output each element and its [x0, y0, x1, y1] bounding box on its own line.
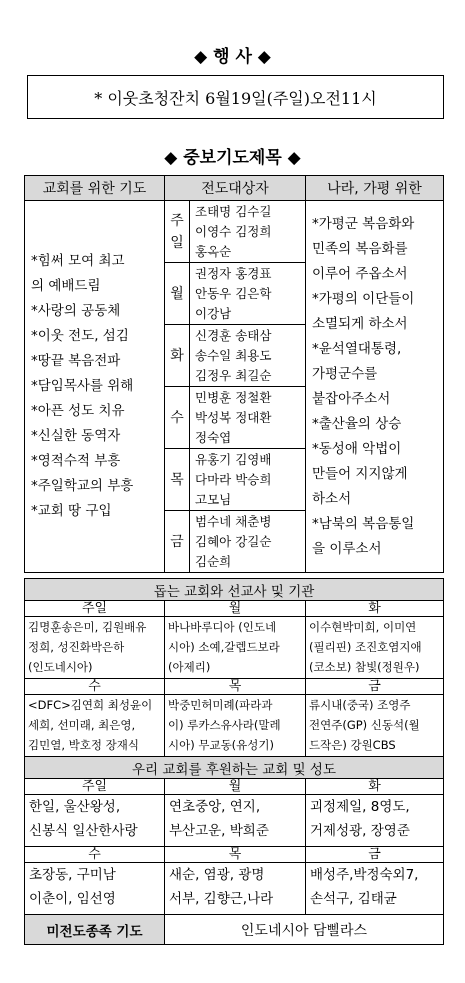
day-label: 수 — [25, 679, 165, 695]
day-label: 주일 — [25, 601, 165, 617]
day-label: 목 — [165, 679, 306, 695]
day-label: 화 — [306, 779, 444, 795]
target-names: 유홍기 김영배 다마라 박승희 고모님 — [190, 449, 306, 511]
mission-cell: <DFC>김연희 최성윤이 세희, 선미래, 최은영, 김민열, 박호정 장재식 — [25, 695, 165, 757]
event-line: * 이웃초청잔치 6월19일(주일)오전11시 — [94, 88, 377, 108]
target-day: 주 일 — [165, 201, 190, 263]
mission-cell: 박중민허미례(파라과 이) 루카스유사라(말레 시아) 무교동(유성기) — [165, 695, 306, 757]
day-label: 화 — [306, 601, 444, 617]
target-names: 범수네 채춘병 김혜아 강길순 김순희 — [190, 511, 306, 573]
mission-cell: 류시내(중국) 조영주 전연주(GP) 신동석(월 드작은) 강원CBS — [306, 695, 444, 757]
target-day: 금 — [165, 511, 190, 573]
unreached-label: 미전도종족 기도 — [25, 915, 165, 945]
events-title: ◆ 행 사 ◆ — [194, 47, 271, 67]
supporter-cell: 연초중앙, 연지, 부산고운, 박희준 — [165, 795, 306, 847]
day-label: 금 — [306, 679, 444, 695]
header-evangelism: 전도대상자 — [165, 176, 306, 201]
nation-prayer-list: *가평군 복음화와 민족의 복음화를 이루어 주옵소서 *가평의 이단들이 소멸되게 하소서 *윤석열대통령, 가평군수를 붙잡아주소서 *출산율의 상승 *동성애 악법이 만들어 지지않게 하소서 *남북의 복음통일 을 이루소서 — [306, 201, 444, 573]
supporter-cell: 새순, 염광, 광명 서부, 김향근,나라 — [165, 863, 306, 915]
target-day: 목 — [165, 449, 190, 511]
unreached-value: 인도네시아 담삘라스 — [165, 915, 444, 945]
prayer-table — [24, 175, 444, 573]
target-names: 권정자 홍경표 안동우 김은학 이강남 — [190, 263, 306, 325]
supporters-title: 우리 교회를 후원하는 교회 및 성도 — [25, 757, 444, 779]
day-label: 목 — [165, 847, 306, 863]
day-label: 수 — [25, 847, 165, 863]
mission-cell: 이수현박미희, 이미연 (필리핀) 조진호염지애 (코소보) 참빛(정원우) — [306, 617, 444, 679]
support-table — [24, 578, 444, 945]
target-names: 신경훈 송태삼 송수일 최용도 김정우 최길순 — [190, 325, 306, 387]
mission-cell: 김명훈송은미, 김원배유 정희, 성진화박은하 (인도네시아) — [25, 617, 165, 679]
mission-cell: 바나바루디아 (인도네 시아) 소예,갈렙드보라 (아제리) — [165, 617, 306, 679]
prayer-title: ◆ 중보기도제목 ◆ — [164, 148, 301, 168]
target-day: 월 — [165, 263, 190, 325]
header-church: 교회를 위한 기도 — [25, 176, 165, 201]
day-label: 월 — [165, 601, 306, 617]
supporter-cell: 배성주,박정숙외7, 손석구, 김태균 — [306, 863, 444, 915]
target-names: 민병훈 정철환 박성복 정대환 정숙엽 — [190, 387, 306, 449]
target-day: 수 — [165, 387, 190, 449]
header-nation: 나라, 가평 위한 — [306, 176, 444, 201]
day-label: 월 — [165, 779, 306, 795]
supporter-cell: 한일, 울산왕성, 신봉식 일산한사랑 — [25, 795, 165, 847]
day-label: 금 — [306, 847, 444, 863]
missions-title: 돕는 교회와 선교사 및 기관 — [25, 579, 444, 601]
supporter-cell: 괴정제일, 8영도, 거제성광, 장영준 — [306, 795, 444, 847]
target-names: 조태명 김수길 이영수 김정희 홍옥순 — [190, 201, 306, 263]
church-prayer-list: *힘써 모여 최고 의 예배드림 *사랑의 공동체 *이웃 전도, 섬김 *땅끝 복음전파 *담임목사를 위해 *아픈 성도 치유 *신실한 동역자 *영적수적 부흥 *주일학교의 부흥 *교회 땅 구입 — [25, 201, 165, 573]
supporter-cell: 초장동, 구미남 이춘이, 임선영 — [25, 863, 165, 915]
target-day: 화 — [165, 325, 190, 387]
day-label: 주일 — [25, 779, 165, 795]
event-announcement — [27, 75, 444, 119]
